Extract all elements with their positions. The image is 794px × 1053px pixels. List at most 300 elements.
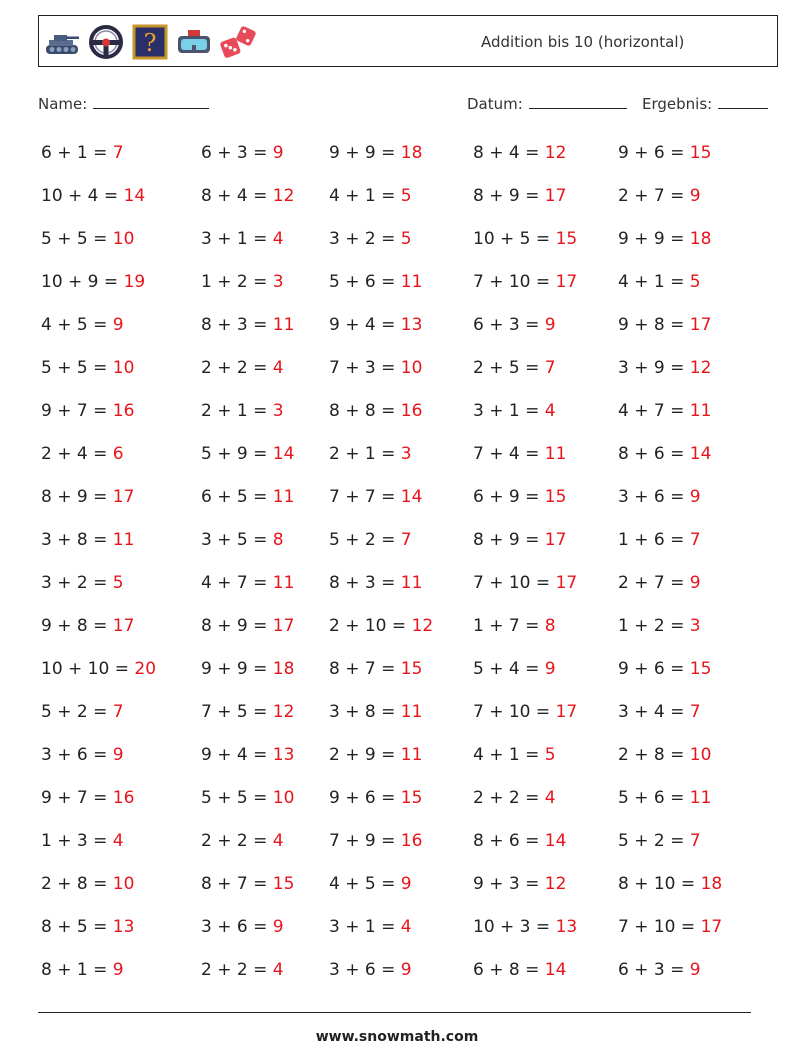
problem-item: [41, 272, 145, 292]
problem-item: [329, 229, 412, 249]
problem-item: [329, 917, 412, 937]
problem-answer: 19: [123, 272, 146, 292]
problem-question: 5 + 5 =: [41, 358, 113, 378]
problem-item: [618, 358, 711, 378]
problem-item: [41, 831, 124, 851]
problem-item: [41, 143, 124, 163]
problem-item: [41, 702, 124, 722]
problem-question: 5 + 5 =: [41, 229, 113, 249]
footer-site: www.snowmath.com: [315, 1029, 479, 1045]
problem-question: 5 + 4 =: [473, 659, 545, 679]
problem-item: [473, 487, 566, 507]
problem-question: 2 + 2 =: [201, 358, 273, 378]
problem-question: 3 + 8 =: [41, 530, 113, 550]
problem-question: 7 + 10 =: [473, 573, 556, 593]
problem-question: 1 + 2 =: [618, 616, 690, 636]
problem-answer: 14: [272, 444, 295, 464]
problem-item: [473, 186, 566, 206]
problem-item: [329, 358, 422, 378]
problem-answer: 7: [544, 358, 556, 378]
problem-question: 8 + 9 =: [473, 530, 545, 550]
problem-item: [473, 401, 556, 421]
problem-item: [41, 573, 124, 593]
problem-question: 7 + 10 =: [473, 702, 556, 722]
problem-item: [201, 315, 294, 335]
problem-item: [618, 272, 701, 292]
problem-question: 8 + 3 =: [329, 573, 401, 593]
problem-question: 2 + 9 =: [329, 745, 401, 765]
problem-item: [201, 444, 294, 464]
problem-item: [618, 616, 701, 636]
problem-question: 5 + 6 =: [329, 272, 401, 292]
problem-answer: 15: [555, 229, 578, 249]
problem-item: [329, 831, 422, 851]
problem-answer: 17: [700, 917, 723, 937]
problem-question: 8 + 10 =: [618, 874, 701, 894]
problem-answer: 4: [272, 831, 284, 851]
problem-item: [41, 315, 124, 335]
problem-item: [329, 702, 422, 722]
problem-item: [201, 143, 284, 163]
problem-question: 2 + 8 =: [41, 874, 113, 894]
problem-item: [618, 530, 701, 550]
problem-answer: 18: [272, 659, 295, 679]
problem-item: [618, 487, 701, 507]
problem-question: 8 + 5 =: [41, 917, 113, 937]
problem-item: [473, 229, 577, 249]
problem-answer: 11: [400, 573, 423, 593]
problem-answer: 18: [700, 874, 723, 894]
problem-answer: 11: [112, 530, 135, 550]
problem-answer: 13: [112, 917, 135, 937]
problem-item: [201, 229, 284, 249]
problem-item: [618, 401, 711, 421]
problem-answer: 15: [272, 874, 295, 894]
problem-question: 10 + 4 =: [41, 186, 124, 206]
problem-item: [41, 616, 134, 636]
problem-question: 8 + 1 =: [41, 960, 113, 980]
problem-question: 10 + 10 =: [41, 659, 135, 679]
problem-answer: 9: [544, 315, 556, 335]
problem-question: 8 + 7 =: [329, 659, 401, 679]
problem-item: [618, 831, 701, 851]
problem-question: 9 + 3 =: [473, 874, 545, 894]
question-box-icon: [131, 23, 169, 61]
problem-answer: 9: [112, 960, 124, 980]
problem-answer: 7: [689, 831, 701, 851]
problem-question: 3 + 6 =: [41, 745, 113, 765]
problem-answer: 7: [112, 143, 124, 163]
problem-item: [41, 917, 134, 937]
problem-question: 6 + 8 =: [473, 960, 545, 980]
problem-question: 6 + 3 =: [201, 143, 273, 163]
problem-answer: 16: [112, 401, 135, 421]
problem-answer: 4: [272, 229, 284, 249]
problem-item: [41, 358, 134, 378]
problem-item: [41, 788, 134, 808]
problem-item: [329, 444, 412, 464]
problem-question: 6 + 3 =: [618, 960, 690, 980]
problem-answer: 17: [555, 272, 578, 292]
problem-answer: 9: [544, 659, 556, 679]
problem-item: [618, 143, 711, 163]
problem-answer: 17: [272, 616, 295, 636]
problem-item: [329, 573, 422, 593]
problem-question: 5 + 2 =: [329, 530, 401, 550]
problem-answer: 18: [689, 229, 712, 249]
problem-question: 9 + 6 =: [618, 143, 690, 163]
problem-answer: 11: [272, 487, 295, 507]
problem-answer: 17: [689, 315, 712, 335]
problem-item: [473, 616, 556, 636]
problem-question: 6 + 9 =: [473, 487, 545, 507]
problem-question: 8 + 9 =: [201, 616, 273, 636]
problem-item: [618, 659, 711, 679]
problem-answer: 8: [544, 616, 556, 636]
problem-answer: 17: [555, 573, 578, 593]
problem-question: 3 + 6 =: [618, 487, 690, 507]
problem-question: 6 + 1 =: [41, 143, 113, 163]
problem-item: [41, 874, 134, 894]
problem-question: 9 + 9 =: [329, 143, 401, 163]
problem-answer: 4: [400, 917, 412, 937]
problem-item: [329, 960, 412, 980]
problem-item: [201, 573, 294, 593]
problem-answer: 10: [400, 358, 423, 378]
problem-item: [473, 874, 566, 894]
problem-answer: 17: [112, 616, 135, 636]
problem-answer: 12: [272, 702, 295, 722]
problem-question: 7 + 7 =: [329, 487, 401, 507]
problem-question: 10 + 5 =: [473, 229, 556, 249]
problem-answer: 3: [272, 272, 284, 292]
problem-question: 4 + 1 =: [329, 186, 401, 206]
problem-answer: 11: [400, 272, 423, 292]
problem-item: [41, 530, 134, 550]
problem-question: 9 + 4 =: [329, 315, 401, 335]
problem-item: [473, 530, 566, 550]
problem-question: 9 + 7 =: [41, 788, 113, 808]
problem-question: 7 + 5 =: [201, 702, 273, 722]
problem-item: [201, 186, 294, 206]
problem-answer: 12: [544, 874, 567, 894]
problem-item: [329, 874, 412, 894]
problem-answer: 9: [400, 874, 412, 894]
problem-question: 7 + 10 =: [473, 272, 556, 292]
problem-answer: 9: [400, 960, 412, 980]
problem-item: [473, 960, 566, 980]
problem-question: 8 + 4 =: [201, 186, 273, 206]
problem-question: 4 + 5 =: [41, 315, 113, 335]
problem-question: 3 + 2 =: [329, 229, 401, 249]
problem-question: 7 + 10 =: [618, 917, 701, 937]
problem-question: 5 + 2 =: [41, 702, 113, 722]
problem-item: [329, 788, 422, 808]
problem-question: 9 + 6 =: [329, 788, 401, 808]
problem-answer: 9: [272, 143, 284, 163]
result-line: [718, 94, 768, 109]
problem-question: 7 + 4 =: [473, 444, 545, 464]
problem-question: 2 + 5 =: [473, 358, 545, 378]
problem-question: 9 + 7 =: [41, 401, 113, 421]
problem-item: [329, 659, 422, 679]
problem-question: 9 + 4 =: [201, 745, 273, 765]
problem-item: [473, 573, 577, 593]
problem-question: 8 + 8 =: [329, 401, 401, 421]
name-label: Name:: [38, 95, 88, 113]
problem-answer: 9: [112, 745, 124, 765]
problem-question: 8 + 4 =: [473, 143, 545, 163]
problem-question: 1 + 7 =: [473, 616, 545, 636]
problem-answer: 9: [689, 573, 701, 593]
problem-item: [473, 315, 556, 335]
problem-item: [618, 960, 701, 980]
problem-item: [201, 616, 294, 636]
problem-question: 4 + 5 =: [329, 874, 401, 894]
problem-answer: 4: [272, 358, 284, 378]
problem-item: [473, 745, 556, 765]
problem-question: 2 + 2 =: [201, 831, 273, 851]
problem-item: [329, 186, 412, 206]
problem-answer: 15: [400, 788, 423, 808]
problem-item: [41, 960, 124, 980]
problem-item: [618, 745, 711, 765]
problem-item: [473, 358, 556, 378]
problem-question: 3 + 2 =: [41, 573, 113, 593]
problem-answer: 16: [400, 831, 423, 851]
problem-item: [41, 401, 134, 421]
problem-question: 2 + 8 =: [618, 745, 690, 765]
problem-answer: 14: [400, 487, 423, 507]
problem-answer: 13: [555, 917, 578, 937]
problem-item: [618, 702, 701, 722]
problem-question: 6 + 3 =: [473, 315, 545, 335]
problem-answer: 15: [544, 487, 567, 507]
problem-item: [618, 874, 722, 894]
problem-answer: 10: [112, 229, 135, 249]
problem-question: 8 + 6 =: [618, 444, 690, 464]
problem-question: 2 + 1 =: [201, 401, 273, 421]
problem-item: [618, 229, 711, 249]
problem-item: [41, 659, 156, 679]
problem-item: [41, 487, 134, 507]
problem-answer: 4: [112, 831, 124, 851]
problem-item: [329, 487, 422, 507]
problem-answer: 5: [400, 229, 412, 249]
problem-answer: 6: [112, 444, 124, 464]
problem-question: 5 + 2 =: [618, 831, 690, 851]
problem-answer: 16: [112, 788, 135, 808]
problem-question: 4 + 7 =: [201, 573, 273, 593]
problem-question: 6 + 5 =: [201, 487, 273, 507]
problem-question: 2 + 7 =: [618, 186, 690, 206]
problem-question: 4 + 1 =: [473, 745, 545, 765]
problem-answer: 4: [544, 788, 556, 808]
problem-answer: 5: [400, 186, 412, 206]
problem-answer: 4: [272, 960, 284, 980]
problem-question: 3 + 4 =: [618, 702, 690, 722]
problem-question: 3 + 9 =: [618, 358, 690, 378]
problem-question: 5 + 6 =: [618, 788, 690, 808]
problem-item: [618, 186, 701, 206]
problem-question: 9 + 9 =: [618, 229, 690, 249]
problem-item: [618, 444, 711, 464]
problem-question: 5 + 5 =: [201, 788, 273, 808]
problem-answer: 17: [555, 702, 578, 722]
problem-item: [473, 444, 566, 464]
problem-answer: 5: [112, 573, 124, 593]
problem-answer: 14: [689, 444, 712, 464]
problem-question: 10 + 3 =: [473, 917, 556, 937]
problem-item: [41, 444, 124, 464]
problem-question: 2 + 7 =: [618, 573, 690, 593]
problem-item: [473, 831, 566, 851]
problem-item: [329, 530, 412, 550]
problem-item: [201, 358, 284, 378]
problem-answer: 12: [272, 186, 295, 206]
problem-item: [41, 186, 145, 206]
problem-answer: 15: [689, 659, 712, 679]
svg-text:?: ?: [143, 29, 157, 57]
problem-question: 7 + 9 =: [329, 831, 401, 851]
problem-answer: 3: [689, 616, 701, 636]
problem-item: [201, 487, 294, 507]
problem-question: 2 + 10 =: [329, 616, 412, 636]
problem-item: [329, 401, 422, 421]
problem-question: 8 + 6 =: [473, 831, 545, 851]
problem-item: [329, 616, 433, 636]
problem-answer: 11: [689, 788, 712, 808]
footer-rule: [38, 1012, 751, 1013]
problem-answer: 20: [134, 659, 157, 679]
problem-answer: 9: [689, 960, 701, 980]
problem-answer: 13: [400, 315, 423, 335]
problem-question: 3 + 5 =: [201, 530, 273, 550]
problem-answer: 10: [689, 745, 712, 765]
problem-item: [41, 745, 124, 765]
problem-question: 2 + 4 =: [41, 444, 113, 464]
problem-question: 2 + 1 =: [329, 444, 401, 464]
problem-item: [201, 401, 284, 421]
problem-item: [201, 917, 284, 937]
problem-answer: 17: [544, 530, 567, 550]
problem-question: 9 + 8 =: [41, 616, 113, 636]
problem-item: [201, 874, 294, 894]
tank-icon: [43, 23, 81, 61]
problem-question: 9 + 8 =: [618, 315, 690, 335]
problem-question: 8 + 9 =: [41, 487, 113, 507]
problem-item: [473, 272, 577, 292]
problem-answer: 4: [544, 401, 556, 421]
name-field[interactable]: [38, 94, 209, 113]
problem-answer: 12: [544, 143, 567, 163]
problem-answer: 5: [689, 272, 701, 292]
problem-item: [473, 659, 556, 679]
problem-question: 1 + 2 =: [201, 272, 273, 292]
problem-answer: 11: [400, 745, 423, 765]
problem-answer: 11: [400, 702, 423, 722]
problem-answer: 10: [112, 874, 135, 894]
problem-answer: 10: [112, 358, 135, 378]
problem-answer: 3: [400, 444, 412, 464]
result-label: Ergebnis:: [642, 95, 713, 113]
problem-question: 3 + 1 =: [473, 401, 545, 421]
problem-item: [329, 143, 422, 163]
problem-question: 3 + 6 =: [201, 917, 273, 937]
problem-question: 8 + 3 =: [201, 315, 273, 335]
date-line: [529, 94, 627, 109]
problem-answer: 5: [544, 745, 556, 765]
steering-wheel-icon: [87, 23, 125, 61]
problem-question: 3 + 1 =: [329, 917, 401, 937]
header-icons: [43, 23, 257, 61]
problem-item: [201, 659, 294, 679]
problem-answer: 9: [689, 487, 701, 507]
problem-answer: 12: [411, 616, 434, 636]
problem-question: 8 + 7 =: [201, 874, 273, 894]
problem-question: 3 + 8 =: [329, 702, 401, 722]
problem-answer: 13: [272, 745, 295, 765]
problem-item: [201, 530, 284, 550]
date-field[interactable]: [467, 94, 627, 113]
problem-question: 4 + 7 =: [618, 401, 690, 421]
problem-answer: 17: [112, 487, 135, 507]
problem-answer: 7: [689, 530, 701, 550]
header-box: [38, 15, 778, 67]
problem-answer: 12: [689, 358, 712, 378]
problem-item: [41, 229, 134, 249]
problem-item: [618, 573, 701, 593]
problem-answer: 7: [112, 702, 124, 722]
problem-answer: 9: [272, 917, 284, 937]
problem-answer: 10: [272, 788, 295, 808]
problem-item: [329, 272, 422, 292]
problem-answer: 15: [400, 659, 423, 679]
problem-question: 1 + 6 =: [618, 530, 690, 550]
problem-item: [201, 831, 284, 851]
dice-icon: [219, 23, 257, 61]
problem-item: [201, 272, 284, 292]
problem-item: [201, 745, 294, 765]
name-line: [93, 94, 209, 109]
problem-question: 1 + 3 =: [41, 831, 113, 851]
problem-item: [473, 788, 556, 808]
problem-question: 2 + 2 =: [473, 788, 545, 808]
problem-answer: 11: [544, 444, 567, 464]
problem-question: 10 + 9 =: [41, 272, 124, 292]
result-field[interactable]: [642, 94, 768, 113]
problem-item: [618, 315, 711, 335]
problem-item: [473, 143, 566, 163]
problem-item: [201, 960, 284, 980]
problem-answer: 9: [689, 186, 701, 206]
problem-answer: 11: [272, 315, 295, 335]
problem-answer: 17: [544, 186, 567, 206]
problem-answer: 3: [272, 401, 284, 421]
problem-item: [329, 745, 422, 765]
problem-answer: 14: [544, 831, 567, 851]
problem-answer: 14: [123, 186, 146, 206]
problem-item: [473, 702, 577, 722]
problem-item: [473, 917, 577, 937]
problem-question: 5 + 9 =: [201, 444, 273, 464]
problem-answer: 15: [689, 143, 712, 163]
problem-question: 3 + 6 =: [329, 960, 401, 980]
problem-answer: 7: [400, 530, 412, 550]
problem-item: [201, 788, 294, 808]
problem-question: 9 + 6 =: [618, 659, 690, 679]
worksheet-title: Addition bis 10 (horizontal): [481, 33, 685, 51]
